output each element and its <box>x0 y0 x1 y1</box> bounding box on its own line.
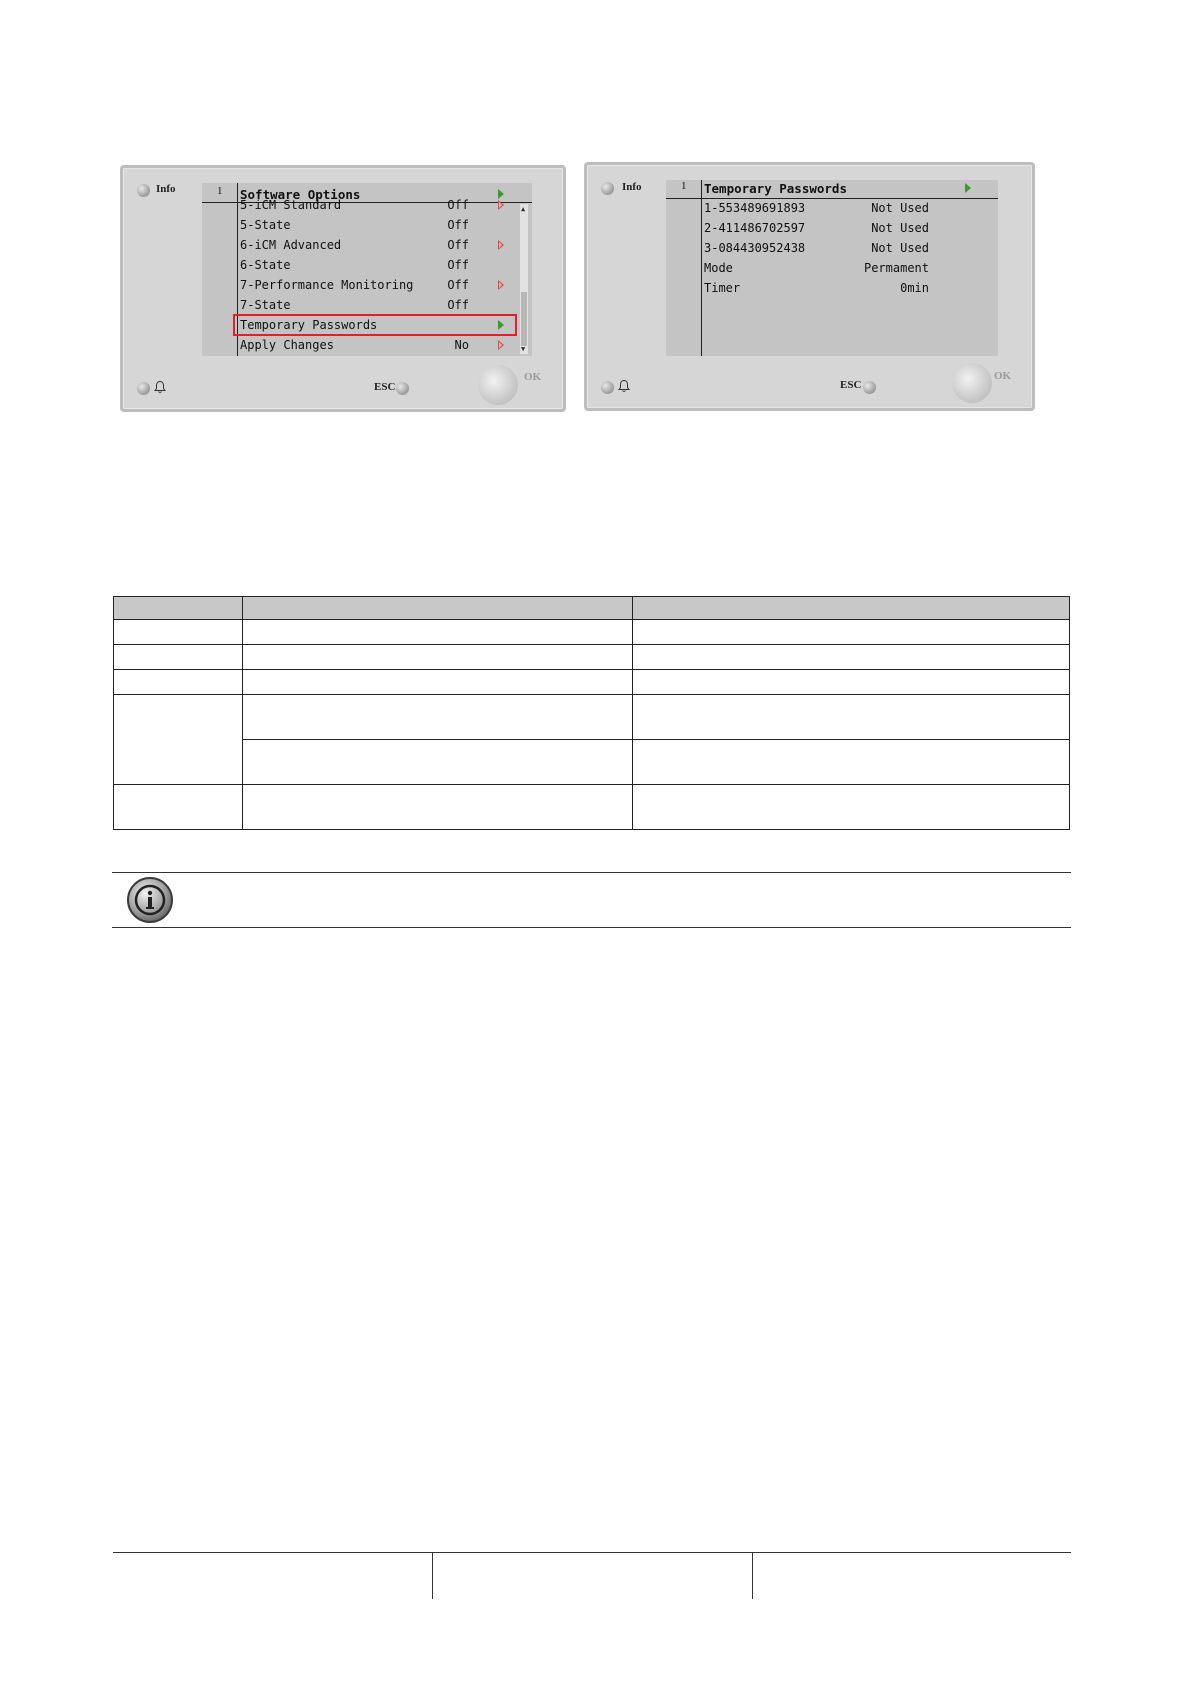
menu-row[interactable] <box>240 235 469 255</box>
menu-row-label: Timer <box>704 281 741 295</box>
table-cell <box>242 785 633 830</box>
menu-row-label: Mode <box>704 261 733 275</box>
edit-arrow-icon[interactable] <box>498 200 504 210</box>
menu-row-label: 1-553489691893 <box>704 201 806 215</box>
info-led-icon[interactable] <box>137 184 150 197</box>
edit-arrow-icon[interactable] <box>498 240 504 250</box>
menu-row-label: 3-084430952438 <box>704 241 806 255</box>
menu-row-label: 5-State <box>240 218 291 232</box>
menu-row-value: Off <box>447 278 469 292</box>
menu-row[interactable] <box>240 215 469 235</box>
ok-label: OK <box>994 370 1012 382</box>
info-label: Info <box>156 183 176 195</box>
menu-title: Temporary Passwords <box>704 181 847 196</box>
table-cell <box>114 785 243 830</box>
menu-row[interactable] <box>704 198 929 218</box>
data-table <box>113 596 1070 830</box>
menu-row[interactable] <box>704 278 929 298</box>
table-row <box>114 620 1070 645</box>
scrollbar[interactable] <box>520 204 528 354</box>
ok-label: OK <box>524 371 542 383</box>
selection-highlight <box>233 314 517 336</box>
menu-row-value: Not Used <box>871 241 929 255</box>
info-led-icon[interactable] <box>601 182 614 195</box>
title-arrow-icon <box>498 189 504 199</box>
controller-panel-software-options <box>120 165 566 412</box>
menu-row-value: No <box>454 338 469 352</box>
menu-title: Software Options <box>240 187 361 202</box>
ok-button[interactable] <box>478 365 518 405</box>
menu-number: 1 <box>681 180 687 192</box>
table-row <box>114 645 1070 670</box>
table-row <box>114 695 1070 740</box>
menu-row[interactable] <box>240 335 469 355</box>
table-cell <box>633 645 1070 670</box>
alarm-led-icon[interactable] <box>601 381 614 394</box>
menu-row-value: Off <box>447 198 469 212</box>
menu-row-value: 0min <box>900 281 929 295</box>
edit-arrow-icon[interactable] <box>498 340 504 350</box>
table-cell <box>633 740 1070 785</box>
table-row <box>114 785 1070 830</box>
menu-row-label: Temporary Passwords <box>240 318 378 332</box>
menu-row[interactable] <box>704 258 929 278</box>
info-label: Info <box>622 181 642 193</box>
table-row <box>114 740 1070 785</box>
menu-row[interactable] <box>240 195 469 215</box>
menu-row-value: Off <box>447 298 469 312</box>
menu-row[interactable] <box>704 218 929 238</box>
esc-label: ESC <box>840 379 862 391</box>
table-header-cell <box>242 597 633 620</box>
table-cell <box>114 670 243 695</box>
edit-arrow-icon[interactable] <box>498 280 504 290</box>
table-header-row <box>114 597 1070 620</box>
menu-number: 1 <box>217 185 223 197</box>
table-cell <box>633 785 1070 830</box>
ok-button[interactable] <box>952 363 992 403</box>
table-cell <box>633 670 1070 695</box>
lcd-screen <box>666 180 998 356</box>
scrollbar-thumb[interactable] <box>521 292 527 346</box>
table-header-cell <box>633 597 1070 620</box>
bell-icon[interactable] <box>617 379 631 393</box>
menu-row-value: Permament <box>863 261 929 275</box>
table-cell <box>114 645 243 670</box>
menu-row-label: 2-411486702597 <box>704 221 806 235</box>
table-cell <box>242 620 633 645</box>
footer-rule <box>113 1552 1071 1553</box>
menu-row-value: Not Used <box>871 221 929 235</box>
table-cell <box>242 670 633 695</box>
table-cell <box>242 645 633 670</box>
alarm-led-icon[interactable] <box>137 382 150 395</box>
menu-row-value: Not Used <box>871 201 929 215</box>
info-icon <box>126 876 174 924</box>
note-top-rule <box>112 872 1071 873</box>
menu-row[interactable] <box>240 275 469 295</box>
esc-label: ESC <box>374 381 396 393</box>
esc-button[interactable] <box>863 381 876 394</box>
lcd-screen <box>202 183 532 356</box>
table-cell <box>114 620 243 645</box>
table-header-cell <box>114 597 243 620</box>
menu-row-value: Off <box>447 238 469 252</box>
menu-row-label: 6-iCM Advanced <box>240 238 342 252</box>
esc-button[interactable] <box>396 382 409 395</box>
table-cell <box>114 695 243 785</box>
table-cell <box>242 740 633 785</box>
note-bottom-rule <box>112 927 1071 928</box>
table-cell <box>242 695 633 740</box>
menu-row-label: 5-iCM Standard <box>240 198 342 212</box>
screen-divider <box>701 180 702 356</box>
footer-divider <box>432 1552 433 1599</box>
menu-row-label: 7-Performance Monitoring <box>240 278 414 292</box>
footer-divider <box>752 1552 753 1599</box>
menu-row-label: 7-State <box>240 298 291 312</box>
menu-row[interactable] <box>240 295 469 315</box>
menu-row-label: 6-State <box>240 258 291 272</box>
scroll-up-icon[interactable]: ▲ <box>521 205 526 213</box>
menu-row-value: Off <box>447 258 469 272</box>
menu-row[interactable] <box>240 255 469 275</box>
controller-panel-temporary-passwords <box>584 162 1035 411</box>
title-arrow-icon <box>965 183 971 193</box>
table-row <box>114 670 1070 695</box>
menu-row-value: Off <box>447 218 469 232</box>
bell-icon[interactable] <box>153 380 167 394</box>
table-cell <box>633 695 1070 740</box>
table-cell <box>633 620 1070 645</box>
scroll-down-icon[interactable]: ▼ <box>521 345 526 353</box>
menu-row-label: Apply Changes <box>240 338 334 352</box>
menu-row[interactable] <box>704 238 929 258</box>
